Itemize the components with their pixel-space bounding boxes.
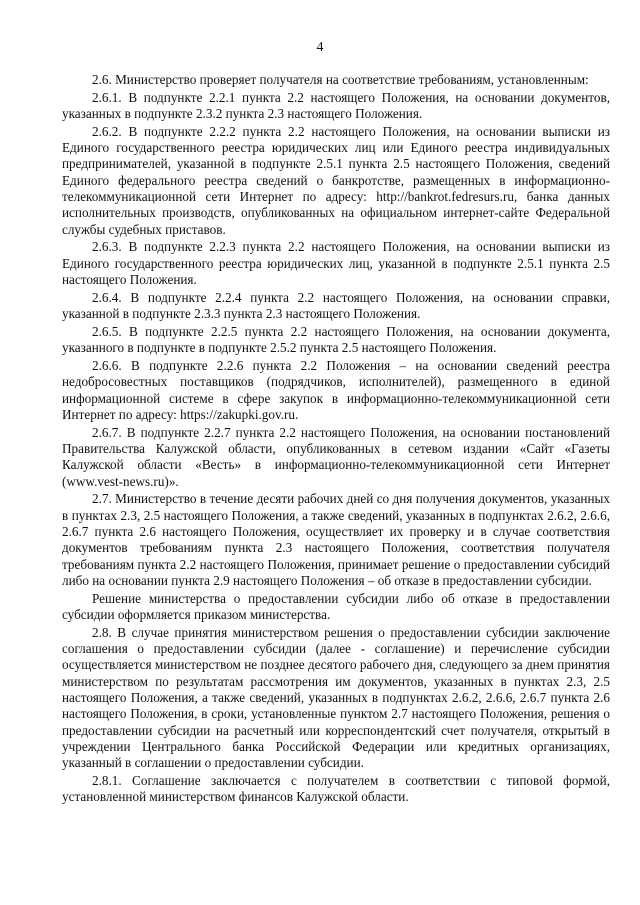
- paragraph-2-6-2: 2.6.2. В подпункте 2.2.2 пункта 2.2 настоящего Положения, на основании выписки из Единого государственного реестра юридических лиц или Единого реестра индивидуальных предпринимателей, указанной в подпункте 2.5.1 пункта 2.5 настоящего Положения, сведений Единого федерального реестра сведений о банкротстве, размещенных в информационно-телекоммуникационной сети Интернет по адресу: http://bankrot.fedresurs.ru, банка данных исполнительных производств, опубликованных на официальном интернет-сайте Федеральной службы судебных приставов.: [62, 123, 610, 237]
- paragraph-decision: Решение министерства о предоставлении субсидии либо об отказе в предоставлении субсидии оформляется приказом министерства.: [62, 590, 610, 622]
- paragraph-2-8-1: 2.8.1. Соглашение заключается с получателем в соответствии с типовой формой, установленной министерством финансов Калужской области.: [62, 772, 610, 805]
- paragraph-2-7: 2.7. Министерство в течение десяти рабочих дней со дня получения документов, указанных в пунктах 2.3, 2.5 настоящего Положения, а также сведений, указанных в подпунктах 2.6.2, 2.6.6, 2.6.7 пункта 2.6 настоящего Положения, осуществляет их проверку и в случае соответствия документов требованиям пункта 2.3 настоящего Положения, соответствия получателя требованиям пункта 2.2 настоящего Положения, принимает решение о предоставлении субсидий либо на основании пункта 2.9 настоящего Положения – об отказе в предоставлении субсидии.: [62, 491, 610, 588]
- paragraph-2-6-7: 2.6.7. В подпункте 2.2.7 пункта 2.2 настоящего Положения, на основании постановлений Правительства Калужской области, опубликованных в сетевом издании «Сайт «Газеты Калужской области «Весть» в информационно-телекоммуникационной сети Интернет (www.vest-news.ru)».: [62, 424, 610, 489]
- page-number: 4: [316, 40, 324, 55]
- paragraph-2-6: 2.6. Министерство проверяет получателя на соответствие требованиям, установленным:: [92, 72, 589, 87]
- paragraph-2-6-6: 2.6.6. В подпункте 2.2.6 пункта 2.2 Положения – на основании сведений реестра недобросовестных поставщиков (подрядчиков, исполнителей), размещенного в единой информационной системе в сфере закупок в информационно-телекоммуникационной сети Интернет по адресу: https://zakupki.gov.ru.: [62, 358, 610, 422]
- paragraph-2-6-5: 2.6.5. В подпункте 2.2.5 пункта 2.2 настоящего Положения, на основании документа, указанного в подпункте в подпункте 2.5.2 пункта 2.5 настоящего Положения.: [62, 323, 610, 356]
- paragraph-2-6-4: 2.6.4. В подпункте 2.2.4 пункта 2.2 настоящего Положения, на основании справки, указанной в подпункте 2.3.3 пункта 2.3 настоящего Положения.: [62, 289, 610, 322]
- document-body: [62, 72, 610, 807]
- paragraph-2-8: 2.8. В случае принятия министерством решения о предоставлении субсидии заключение соглашения о предоставлении субсидии (далее - соглашение) и перечисление субсидии осуществляется министерством не позднее десятого рабочего дня, следующего за днем принятия министерством по результатам рассмотрения им документов, указанных в пунктах 2.3, 2.5 настоящего Положения, а также сведений, указанных в подпунктах 2.6.2, 2.6.6, 2.6.7 пункта 2.6 настоящего Положения, в сроки, установленные пунктом 2.7 настоящего Положения, решения о предоставлении субсидии на расчетный или корреспондентский счет получателя, открытый в учреждении Центрального банка Российской Федерации или кредитных организациях, указанный в соглашении о предоставлении субсидии.: [62, 624, 610, 771]
- paragraph-2-6-3: 2.6.3. В подпункте 2.2.3 пункта 2.2 настоящего Положения, на основании выписки из Единого государственного реестра юридических лиц, указанной в подпункте 2.5.1 пункта 2.5 настоящего Положения.: [62, 239, 610, 288]
- paragraph-2-6-1: 2.6.1. В подпункте 2.2.1 пункта 2.2 настоящего Положения, на основании документов, указанных в подпункте 2.3.2 пункта 2.3 настоящего Положения.: [62, 89, 610, 122]
